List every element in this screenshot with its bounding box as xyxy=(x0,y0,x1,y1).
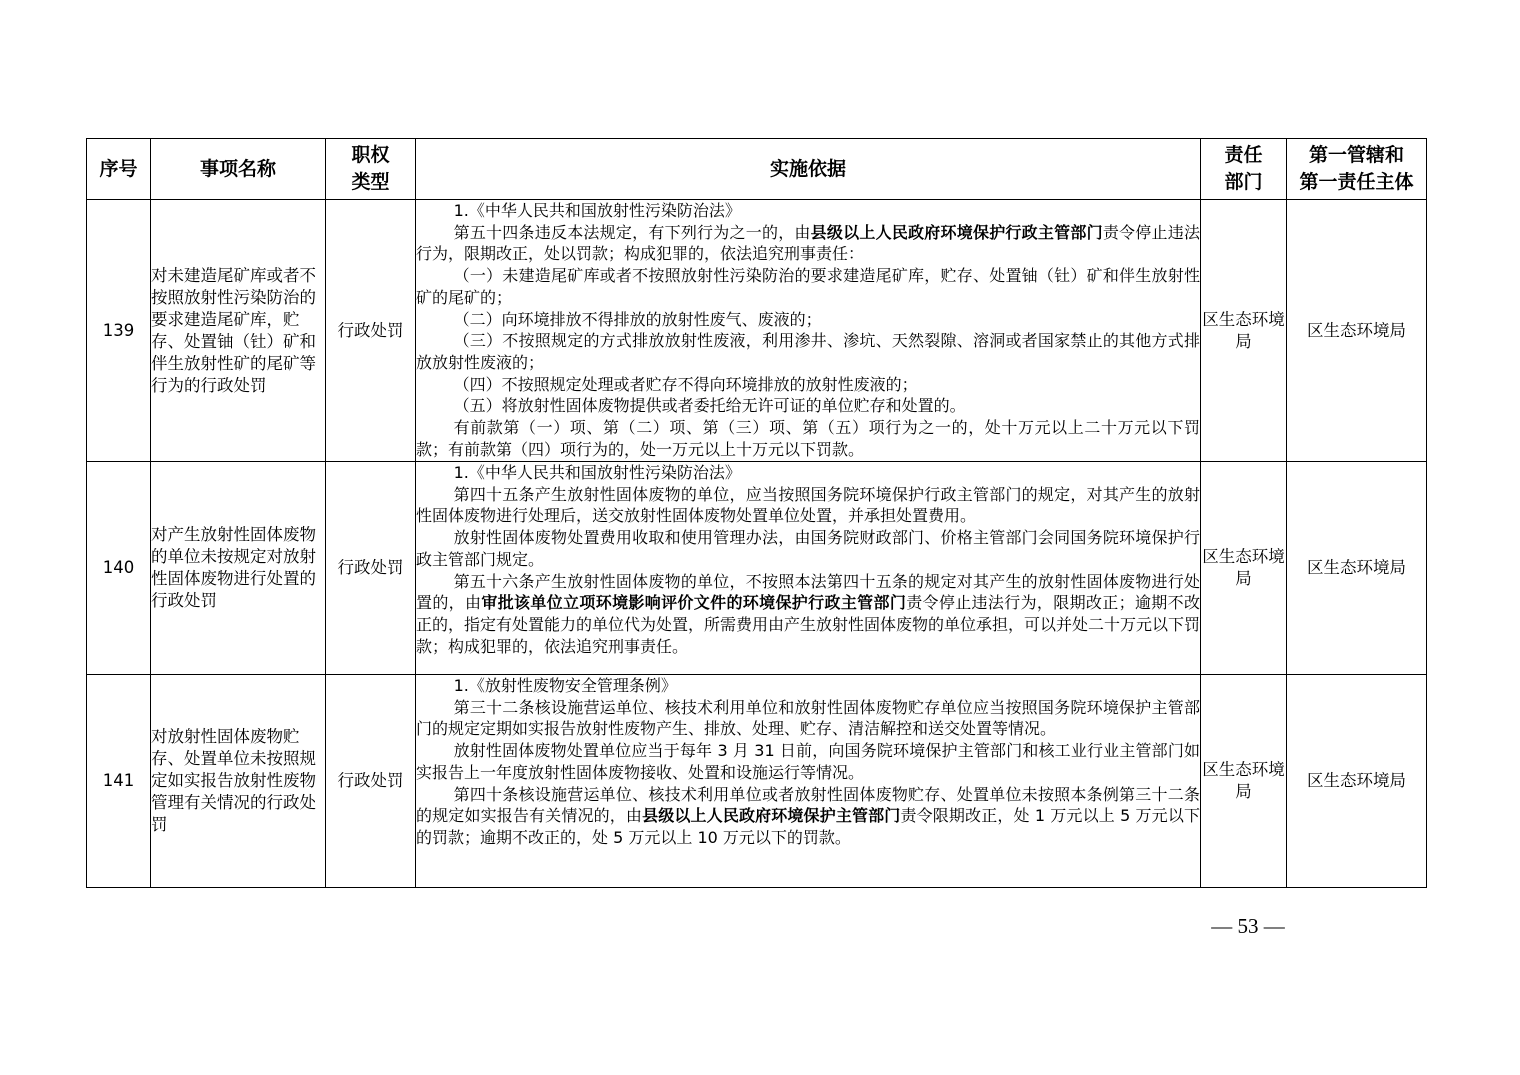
basis-law-title: 1.《中华人民共和国放射性污染防治法》 xyxy=(453,201,741,220)
basis-paragraph: 第五十六条产生放射性固体废物的单位，不按照本法第四十五条的规定对其产生的放射性固体废物进行处置的，由审批该单位立项环境影响评价文件的环境保护行政主管部门责令停止违法行为，限期改正；逾期不改正的，指定有处置能力的单位代为处置，所需费用由产生放射性固体废物的单位承担，可以并处二十万元以下罚款；构成犯罪的，依法追究刑事责任。 xyxy=(416,571,1201,656)
row-seq: 141 xyxy=(87,675,151,888)
table-row xyxy=(87,675,1427,888)
basis-law-title: 1.《放射性废物安全管理条例》 xyxy=(453,676,677,695)
header-item-name: 事项名称 xyxy=(151,139,326,200)
enforcement-items-table xyxy=(86,138,1427,888)
basis-paragraph: 第四十条核设施营运单位、核技术利用单位或者放射性固体废物贮存、处置单位未按照本条例第三十二条的规定如实报告有关情况的，由县级以上人民政府环境保护主管部门责令限期改正，处 1 万元以上 5 万元以下的罚款；逾期不改正的，处 5 万元以上 10 万元以下的罚款。 xyxy=(416,784,1200,847)
basis-paragraph: 有前款第（一）项、第（二）项、第（三）项、第（五）项行为之一的，处十万元以上二十万元以下罚款；有前款第（四）项行为的，处一万元以上十万元以下罚款。 xyxy=(416,418,1200,459)
row-authority: 区生态环境局 xyxy=(1287,675,1427,888)
row-dept: 区生态环境局 xyxy=(1201,462,1287,675)
table-row xyxy=(87,462,1427,675)
row-dept: 区生态环境局 xyxy=(1201,675,1287,888)
basis-item: （三）不按照规定的方式排放放射性废液，利用渗井、渗坑、天然裂隙、溶洞或者国家禁止的其他方式排放放射性废液的； xyxy=(416,331,1200,372)
table-row xyxy=(87,200,1427,462)
row-item-name: 对放射性固体废物贮存、处置单位未按照规定如实报告放射性废物管理有关情况的行政处罚 xyxy=(151,675,326,888)
header-basis: 实施依据 xyxy=(416,139,1201,200)
row-basis xyxy=(416,200,1201,462)
row-seq: 140 xyxy=(87,462,151,675)
header-seq: 序号 xyxy=(87,139,151,200)
header-authority: 第一管辖和 第一责任主体 xyxy=(1287,139,1427,200)
row-basis xyxy=(416,675,1201,888)
basis-item: （五）将放射性固体废物提供或者委托给无许可证的单位贮存和处置的。 xyxy=(453,396,966,416)
row-authority: 区生态环境局 xyxy=(1287,200,1427,462)
row-basis xyxy=(416,462,1201,675)
basis-paragraph: 第四十五条产生放射性固体废物的单位，应当按照国务院环境保护行政主管部门的规定，对其产生的放射性固体废物进行处理后，送交放射性固体废物处置单位处置，并承担处置费用。 xyxy=(416,484,1200,526)
basis-law-title: 1.《中华人民共和国放射性污染防治法》 xyxy=(453,463,741,482)
page-number: — 53 — xyxy=(1211,914,1285,938)
row-item-name: 对产生放射性固体废物的单位未按规定对放射性固体废物进行处置的行政处罚 xyxy=(151,462,326,675)
row-seq: 139 xyxy=(87,200,151,462)
basis-item: （四）不按照规定处理或者贮存不得向环境排放的放射性废液的； xyxy=(453,374,918,394)
basis-paragraph: 放射性固体废物处置费用收取和使用管理办法，由国务院财政部门、价格主管部门会同国务院环境保护行政主管部门规定。 xyxy=(416,528,1200,569)
basis-paragraph: 第五十四条违反本法规定，有下列行为之一的，由县级以上人民政府环境保护行政主管部门责令停止违法行为，限期改正，处以罚款；构成犯罪的，依法追究刑事责任： xyxy=(416,222,1200,264)
basis-item: （一）未建造尾矿库或者不按照放射性污染防治的要求建造尾矿库，贮存、处置铀（钍）矿和伴生放射性矿的尾矿的； xyxy=(416,266,1200,307)
table-header-row xyxy=(87,139,1427,200)
header-power-type: 职权 类型 xyxy=(326,139,416,200)
row-power-type: 行政处罚 xyxy=(326,200,416,462)
basis-item: （二）向环境排放不得排放的放射性废气、废液的； xyxy=(453,309,822,329)
row-item-name: 对未建造尾矿库或者不按照放射性污染防治的要求建造尾矿库，贮存、处置铀（钍）矿和伴生放射性矿的尾矿等行为的行政处罚 xyxy=(151,200,326,462)
basis-paragraph: 放射性固体废物处置单位应当于每年 3 月 31 日前，向国务院环境保护主管部门和核工业行业主管部门如实报告上一年度放射性固体废物接收、处置和设施运行等情况。 xyxy=(416,741,1200,782)
row-dept: 区生态环境局 xyxy=(1201,200,1287,462)
basis-paragraph: 第三十二条核设施营运单位、核技术利用单位和放射性固体废物贮存单位应当按照国务院环境保护主管部门的规定定期如实报告放射性废物产生、排放、处理、贮存、清洁解控和送交处置等情况。 xyxy=(416,697,1200,739)
row-authority: 区生态环境局 xyxy=(1287,462,1427,675)
row-power-type: 行政处罚 xyxy=(326,675,416,888)
header-dept: 责任 部门 xyxy=(1201,139,1287,200)
row-power-type: 行政处罚 xyxy=(326,462,416,675)
